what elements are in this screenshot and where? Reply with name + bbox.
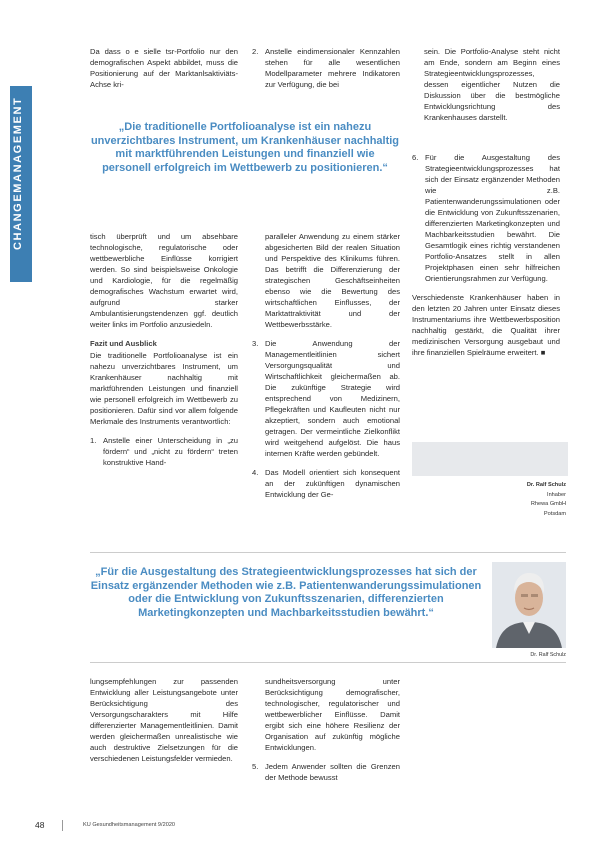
paragraph: Da dass o e sielle tsr-Portfolio nur den demografischen Aspekt abbildet, muss die Positionierung auf der Marktanlsaktiviäts-Achse kri-: [90, 47, 238, 89]
list-item: [412, 152, 560, 284]
author-name: Dr. Ralf Schulz: [526, 482, 566, 488]
author-role: Inhaber: [547, 491, 566, 498]
paragraph: Die traditionelle Portfolioanalyse ist ein nahezu unverzichtbares Instrument, um Krankenhäuser nachhaltig mit marktführenden Leistungen und finanziell wie personell erfolgreich im Wettbewerb zu positionieren. Dafür sind vor allem folgende Merkmale des Instruments verantwortlich:: [90, 351, 238, 426]
list-number: 3.: [252, 339, 259, 348]
portrait-image: [492, 562, 566, 648]
author-company: Rhewa GmbH: [530, 501, 566, 508]
list-item: [252, 338, 400, 459]
list-text: Für die Ausgestaltung des Strategieentwicklungsprozesses hat sich der Einsatz ergänzender Methoden wie z.B. Patientenwanderungssimulationen oder die Entwicklung von Zukunftsszenarien, differenzierten Marketingkonzepten und Machbarkeitsstudien bewährt. Die Gesamtlogik eines richtig verstandenen Portfolio-Ansatzes stellt in allen Projektphasen einen sehr hilfreichen Orientierungsrahmen zur Verfügung.: [425, 153, 560, 283]
author-info: [480, 481, 566, 519]
list-text: Anstelle eindimensionaler Kennzahlen stehen für alle wesentlichen Modellparameter mehrere Indikatoren zur Verfügung, die bei: [265, 47, 400, 89]
list-text: Die Anwendung der Managementleitlinien sichert Versorgungsqualität und Wirtschaftlichkeit gleichermaßen ab. Die zukünftige Strategie wird entsprechend von Medizinern, Pflegekräften und Kaufleuten nicht nur akzeptiert, sondern auch emotional getragen. Der vermeintliche Zielkonflikt wird weitgehend aufgelöst. Die haus internen Kräfte werden gebündelt.: [265, 339, 400, 458]
section-heading: Fazit und Ausblick: [90, 339, 157, 348]
list-text: Jedem Anwender sollten die Grenzen der Methode bewusst: [265, 762, 400, 782]
author-city: Potsdam: [543, 510, 566, 517]
publication-name: KU Gesundheitsmanagement 9/2020: [83, 822, 176, 828]
paragraph: Verschiedenste Krankenhäuser haben in den letzten 20 Jahren unter Einsatz dieses Instrumentariums ihre Wettbewerbsposition nachhaltig gestärkt, die Qualität ihrer medizinischen Versorgung ausgebaut und ihre finanziellen Spielräume erweitert. ■: [412, 293, 560, 357]
paragraph: tisch überprüft und um absehbare technologische, regulatorische oder wettbewerbliche Einflüsse korrigiert werden. So sind beispielsweise Onkologie und Kardiologie, für die regelmäßig demografisches Wachstum erwartet wird, aufgrund starker Ambulantisierungstendenzen ggf. deutlich weiter links im Portfolio anzusiedeln.: [90, 232, 238, 329]
top-column-3: [424, 46, 560, 131]
column-3: [412, 152, 560, 366]
paragraph: sein. Die Portfolio-Analyse steht nicht am Ende, sondern am Beginn eines Strategieentwicklungsprozesses, dessen eigentlicher Nutzen die Diskussion über die bestmögliche Entwicklungsrichtung des Krankenhauses darstellt.: [424, 47, 560, 122]
pull-quote: „Für die Ausgestaltung des Strategieentwicklungsprozesses hat sich der Einsatz ergänzender Methoden wie z.B. Patientenwanderungssimulationen oder die Entwicklung von Zukunftsszenarien, differenzierten Marketingkonzepten und Machbarkeitsstudien bewährt.“: [90, 566, 482, 619]
list-item: [252, 467, 400, 500]
top-column-2: [252, 46, 400, 98]
list-number: 5.: [252, 762, 259, 771]
list-text: Anstelle einer Unterscheidung in „zu fördern“ und „nicht zu fördern“ treten konstruktive Hand-: [103, 436, 238, 467]
page-number: 48: [35, 820, 45, 830]
pull-quote: „Die traditionelle Portfolioanalyse ist ein nahezu unverzichtbares Instrument, um Krankenhäuser nachhaltig mit marktführenden Leistungen und finanziell wie personell erfolgreich im Wettbewerb zu positionieren.“: [90, 121, 400, 174]
footer-separator: [62, 820, 63, 831]
paragraph: lungsempfehlungen zur passenden Entwicklung aller Leistungsangebote unter Berücksichtigung des Versorgungscharakters mit Hilfe differenzierter Managementleitlinien. Damit werden gleichermaßen unrealistische wie auch destruktive Zielsetzungen für die verschiedenen Leistungsfelder vermieden.: [90, 677, 238, 763]
top-column-1: [90, 46, 238, 98]
paragraph: sundheitsversorgung unter Berücksichtigung demografischer, technologischer, regulatorischer und wettbewerblicher Einflüsse. Damit ergibt sich eine höhere Resilienz der Organisation auf zukünftig mögliche Entwicklungen.: [265, 677, 400, 752]
list-item: [90, 435, 238, 468]
photo-caption: Dr. Ralf Schulz: [530, 652, 566, 658]
bottom-column-1: [90, 676, 238, 772]
author-photo: [492, 562, 566, 648]
list-number: 4.: [252, 468, 259, 477]
list-item: [252, 761, 400, 783]
decorative-band: [412, 442, 568, 476]
section-label: CHANGEMANAGEMENT: [12, 96, 24, 250]
list-number: 6.: [412, 153, 419, 162]
column-1: [90, 231, 238, 476]
list-number: 1.: [90, 436, 97, 445]
divider: [90, 662, 566, 663]
divider: [90, 552, 566, 553]
paragraph: paralleler Anwendung zu einem stärker abgesicherten Bild der realen Situation und Perspektive des Klinikums führen. Das betrifft die Differenzierung der strategischen Geschäftseinheiten ebenso wie die Bewertung des wirtschaftlichen Einflusses, der Marktattraktivität und der Wettbewerbsstärke.: [265, 232, 400, 329]
column-2: [252, 231, 400, 508]
list-text: Das Modell orientiert sich konsequent an der zukünftigen dynamischen Entwicklung der Ge-: [265, 468, 400, 499]
bottom-column-2: [252, 676, 400, 791]
list-number: 2.: [252, 47, 259, 56]
list-item: [252, 46, 400, 90]
